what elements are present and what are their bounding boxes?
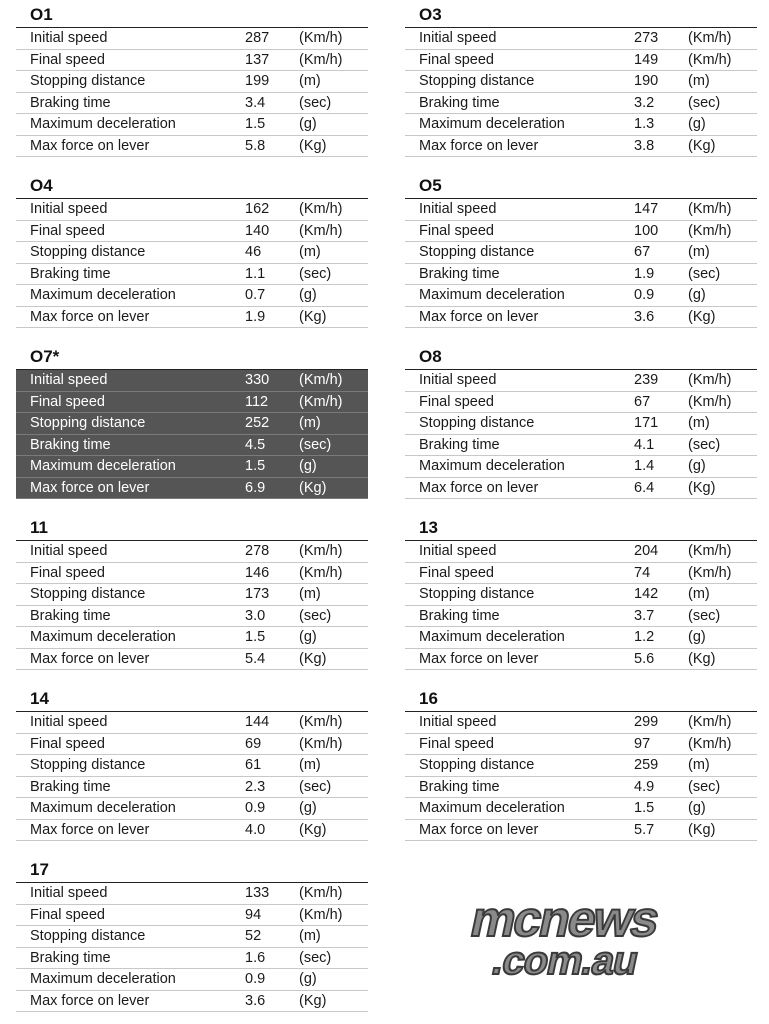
row-value: 259	[634, 757, 659, 773]
row-label: Max force on lever	[419, 650, 539, 667]
row-value: 287	[245, 30, 270, 46]
row-label: Initial speed	[419, 372, 497, 388]
row-value: 74	[634, 564, 651, 581]
row-label: Initial speed	[419, 201, 497, 217]
row-value: 162	[245, 201, 270, 217]
row-unit: (sec)	[299, 949, 332, 966]
row-value: 97	[634, 735, 651, 752]
row-value: 1.5	[245, 116, 266, 132]
row-unit: (sec)	[688, 436, 721, 453]
table-row	[405, 413, 757, 435]
row-value: 94	[245, 906, 262, 923]
row-unit: (Km/h)	[299, 885, 343, 901]
row-value: 3.6	[245, 992, 266, 1009]
row-label: Maximum deceleration	[30, 800, 176, 816]
row-label: Final speed	[30, 564, 105, 581]
row-unit: (Km/h)	[299, 564, 343, 581]
row-label: Max force on lever	[30, 137, 150, 154]
row-unit: (Kg)	[688, 650, 716, 667]
row-value: 69	[245, 735, 262, 752]
row-label: Maximum deceleration	[419, 629, 565, 645]
row-unit: (Kg)	[688, 137, 716, 154]
row-label: Braking time	[30, 94, 111, 111]
row-unit: (Kg)	[299, 992, 327, 1009]
row-unit: (sec)	[299, 265, 332, 282]
row-label: Maximum deceleration	[419, 116, 565, 132]
row-value: 144	[245, 714, 270, 730]
row-value: 204	[634, 543, 659, 559]
table-row	[16, 541, 368, 563]
row-unit: (m)	[688, 244, 710, 260]
row-unit: (g)	[688, 116, 706, 132]
table-row	[405, 221, 757, 243]
row-value: 1.6	[245, 949, 266, 966]
row-value: 299	[634, 714, 659, 730]
row-value: 4.1	[634, 436, 655, 453]
row-unit: (Km/h)	[688, 543, 732, 559]
row-unit: (Km/h)	[299, 222, 343, 239]
row-value: 5.8	[245, 137, 266, 154]
row-value: 3.4	[245, 94, 266, 111]
row-label: Stopping distance	[30, 928, 146, 944]
row-unit: (sec)	[688, 265, 721, 282]
table-row	[16, 712, 368, 734]
row-label: Stopping distance	[419, 757, 535, 773]
row-value: 52	[245, 928, 262, 944]
table-row	[16, 28, 368, 50]
row-value: 6.4	[634, 479, 655, 496]
mcnews-logo-graphic	[450, 890, 670, 980]
row-unit: (m)	[299, 415, 321, 431]
row-label: Max force on lever	[30, 479, 150, 496]
row-unit: (Kg)	[299, 650, 327, 667]
table-row	[16, 926, 368, 948]
row-label: Maximum deceleration	[30, 629, 176, 645]
row-unit: (Km/h)	[688, 735, 732, 752]
row-value: 1.4	[634, 458, 655, 474]
table-row	[405, 563, 757, 585]
row-value: 273	[634, 30, 659, 46]
table-row	[16, 991, 368, 1013]
row-value: 67	[634, 244, 651, 260]
table-row	[16, 370, 368, 392]
row-label: Maximum deceleration	[30, 116, 176, 132]
row-unit: (g)	[299, 116, 317, 132]
table-row	[405, 264, 757, 286]
row-unit: (m)	[688, 73, 710, 89]
table-rows	[16, 711, 368, 841]
table-row	[16, 307, 368, 329]
table-row	[405, 820, 757, 842]
table-row	[16, 820, 368, 842]
row-value: 1.2	[634, 629, 655, 645]
row-label: Braking time	[419, 778, 500, 795]
row-value: 1.5	[634, 800, 655, 816]
table-row	[405, 307, 757, 329]
row-value: 0.9	[245, 971, 266, 987]
table-row	[16, 478, 368, 500]
table-row	[405, 584, 757, 606]
row-unit: (Km/h)	[299, 51, 343, 68]
table-title: O8	[419, 347, 442, 366]
row-unit: (Km/h)	[688, 564, 732, 581]
row-label: Stopping distance	[419, 244, 535, 260]
table-title: 16	[419, 689, 438, 708]
row-label: Stopping distance	[30, 73, 146, 89]
row-value: 0.9	[245, 800, 266, 816]
table-row	[16, 948, 368, 970]
row-label: Max force on lever	[419, 308, 539, 325]
row-value: 46	[245, 244, 262, 260]
row-unit: (m)	[299, 244, 321, 260]
table-row	[405, 712, 757, 734]
table-title: O1	[30, 5, 53, 24]
row-label: Braking time	[30, 436, 111, 453]
row-unit: (sec)	[688, 607, 721, 624]
table-row	[405, 734, 757, 756]
table-row	[16, 93, 368, 115]
table-row	[16, 71, 368, 93]
row-label: Stopping distance	[419, 73, 535, 89]
row-label: Initial speed	[30, 543, 108, 559]
table-row	[16, 606, 368, 628]
row-unit: (Km/h)	[299, 372, 343, 388]
row-unit: (Km/h)	[299, 393, 343, 410]
row-label: Braking time	[30, 607, 111, 624]
table-row	[405, 392, 757, 414]
row-value: 1.9	[634, 265, 655, 282]
row-value: 149	[634, 51, 659, 68]
table-row	[405, 114, 757, 136]
row-unit: (Kg)	[688, 479, 716, 496]
table-rows	[16, 540, 368, 670]
row-label: Initial speed	[419, 714, 497, 730]
table-rows	[405, 540, 757, 670]
table-title: O4	[30, 176, 53, 195]
row-value: 3.2	[634, 94, 655, 111]
row-label: Final speed	[419, 735, 494, 752]
table-rows	[405, 711, 757, 841]
row-label: Max force on lever	[30, 821, 150, 838]
table-row	[16, 649, 368, 671]
row-value: 5.7	[634, 821, 655, 838]
table-row	[405, 755, 757, 777]
row-label: Initial speed	[30, 372, 108, 388]
row-value: 190	[634, 73, 659, 89]
table-rows	[405, 369, 757, 499]
table-row	[16, 413, 368, 435]
row-value: 173	[245, 586, 270, 602]
row-label: Maximum deceleration	[419, 800, 565, 816]
row-unit: (Km/h)	[299, 735, 343, 752]
row-label: Final speed	[30, 393, 105, 410]
row-unit: (sec)	[299, 436, 332, 453]
row-unit: (Km/h)	[688, 30, 732, 46]
svg-text:.com.au: .com.au	[488, 937, 643, 980]
row-value: 3.6	[634, 308, 655, 325]
row-unit: (Kg)	[299, 821, 327, 838]
table-row	[16, 755, 368, 777]
table-row	[16, 50, 368, 72]
row-unit: (m)	[688, 757, 710, 773]
row-unit: (Km/h)	[688, 372, 732, 388]
table-row	[405, 627, 757, 649]
table-row	[405, 50, 757, 72]
row-label: Final speed	[30, 222, 105, 239]
row-label: Max force on lever	[30, 992, 150, 1009]
table-row	[405, 798, 757, 820]
row-value: 4.5	[245, 436, 266, 453]
table-rows	[405, 27, 757, 157]
row-unit: (Km/h)	[688, 393, 732, 410]
row-label: Max force on lever	[30, 308, 150, 325]
row-label: Braking time	[30, 265, 111, 282]
table-rows	[16, 27, 368, 157]
row-label: Maximum deceleration	[30, 458, 176, 474]
row-label: Max force on lever	[419, 137, 539, 154]
row-label: Braking time	[419, 436, 500, 453]
row-unit: (Km/h)	[299, 906, 343, 923]
mcnews-logo	[450, 890, 670, 980]
row-unit: (sec)	[688, 778, 721, 795]
row-value: 3.8	[634, 137, 655, 154]
table-title: O3	[419, 5, 442, 24]
row-value: 67	[634, 393, 651, 410]
row-unit: (g)	[299, 629, 317, 645]
row-value: 4.0	[245, 821, 266, 838]
row-label: Final speed	[30, 51, 105, 68]
row-value: 140	[245, 222, 270, 239]
row-label: Maximum deceleration	[30, 971, 176, 987]
table-rows	[16, 198, 368, 328]
table-title: 13	[419, 518, 438, 537]
table-row	[16, 734, 368, 756]
row-unit: (Km/h)	[688, 51, 732, 68]
row-label: Final speed	[419, 393, 494, 410]
table-row	[16, 456, 368, 478]
row-unit: (sec)	[299, 778, 332, 795]
row-unit: (g)	[688, 458, 706, 474]
row-label: Final speed	[30, 735, 105, 752]
row-value: 2.3	[245, 778, 266, 795]
row-unit: (g)	[299, 971, 317, 987]
row-value: 3.0	[245, 607, 266, 624]
table-title: 17	[30, 860, 49, 879]
row-unit: (Km/h)	[299, 201, 343, 217]
row-value: 0.7	[245, 287, 266, 303]
table-row	[16, 221, 368, 243]
row-value: 146	[245, 564, 270, 581]
row-value: 147	[634, 201, 659, 217]
row-label: Initial speed	[30, 201, 108, 217]
row-label: Stopping distance	[30, 415, 146, 431]
row-value: 199	[245, 73, 270, 89]
table-row	[405, 541, 757, 563]
row-unit: (g)	[299, 287, 317, 303]
row-label: Braking time	[419, 607, 500, 624]
table-row	[16, 242, 368, 264]
row-value: 330	[245, 372, 270, 388]
row-label: Braking time	[419, 265, 500, 282]
table-row	[16, 798, 368, 820]
row-label: Stopping distance	[419, 586, 535, 602]
table-rows	[405, 198, 757, 328]
row-label: Final speed	[419, 222, 494, 239]
table-title: O7*	[30, 347, 60, 366]
svg-text:mcnews: mcnews	[465, 890, 664, 947]
row-label: Final speed	[30, 906, 105, 923]
table-row	[405, 435, 757, 457]
row-value: 142	[634, 586, 659, 602]
row-unit: (Km/h)	[299, 714, 343, 730]
row-label: Initial speed	[419, 30, 497, 46]
row-value: 1.3	[634, 116, 655, 132]
row-value: 278	[245, 543, 270, 559]
table-row	[405, 478, 757, 500]
row-label: Final speed	[419, 51, 494, 68]
row-label: Initial speed	[30, 30, 108, 46]
table-row	[405, 28, 757, 50]
row-value: 137	[245, 51, 270, 68]
row-unit: (g)	[688, 629, 706, 645]
table-row	[16, 777, 368, 799]
row-unit: (g)	[688, 800, 706, 816]
table-row	[16, 905, 368, 927]
row-unit: (Kg)	[299, 137, 327, 154]
row-value: 239	[634, 372, 659, 388]
table-row	[405, 242, 757, 264]
row-value: 1.5	[245, 458, 266, 474]
row-unit: (m)	[688, 415, 710, 431]
row-value: 1.5	[245, 629, 266, 645]
row-label: Maximum deceleration	[419, 458, 565, 474]
row-unit: (g)	[299, 800, 317, 816]
table-row	[405, 456, 757, 478]
row-unit: (Km/h)	[299, 30, 343, 46]
table-title: O5	[419, 176, 442, 195]
row-value: 61	[245, 757, 262, 773]
row-value: 133	[245, 885, 270, 901]
row-value: 112	[245, 393, 269, 410]
table-rows	[16, 369, 368, 499]
row-unit: (m)	[299, 757, 321, 773]
table-row	[405, 606, 757, 628]
row-unit: (g)	[688, 287, 706, 303]
table-row	[16, 627, 368, 649]
row-label: Initial speed	[30, 714, 108, 730]
row-value: 5.4	[245, 650, 266, 667]
row-label: Max force on lever	[30, 650, 150, 667]
row-value: 171	[634, 415, 659, 431]
row-value: 1.1	[245, 265, 266, 282]
row-unit: (Km/h)	[299, 543, 343, 559]
table-row	[16, 199, 368, 221]
table-row	[16, 136, 368, 158]
row-label: Initial speed	[419, 543, 497, 559]
table-row	[405, 370, 757, 392]
row-unit: (sec)	[299, 94, 332, 111]
row-unit: (m)	[299, 586, 321, 602]
table-row	[405, 71, 757, 93]
row-value: 4.9	[634, 778, 655, 795]
row-value: 6.9	[245, 479, 266, 496]
row-label: Maximum deceleration	[30, 287, 176, 303]
row-unit: (m)	[299, 73, 321, 89]
row-unit: (Kg)	[688, 821, 716, 838]
row-unit: (sec)	[688, 94, 721, 111]
row-unit: (Km/h)	[688, 714, 732, 730]
table-row	[405, 649, 757, 671]
table-title: 11	[30, 518, 48, 537]
table-row	[405, 136, 757, 158]
table-row	[16, 264, 368, 286]
table-row	[405, 285, 757, 307]
row-label: Stopping distance	[30, 586, 146, 602]
row-value: 100	[634, 222, 659, 239]
table-rows	[16, 882, 368, 1012]
row-unit: (sec)	[299, 607, 332, 624]
row-label: Braking time	[30, 949, 111, 966]
table-row	[16, 114, 368, 136]
table-row	[16, 883, 368, 905]
row-label: Maximum deceleration	[419, 287, 565, 303]
row-label: Braking time	[30, 778, 111, 795]
row-unit: (Kg)	[299, 308, 327, 325]
table-row	[16, 584, 368, 606]
row-unit: (g)	[299, 458, 317, 474]
row-value: 3.7	[634, 607, 655, 624]
row-value: 1.9	[245, 308, 266, 325]
table-row	[16, 563, 368, 585]
row-unit: (Km/h)	[688, 201, 732, 217]
row-unit: (Kg)	[299, 479, 327, 496]
row-unit: (Kg)	[688, 308, 716, 325]
row-label: Initial speed	[30, 885, 108, 901]
table-row	[405, 777, 757, 799]
row-label: Final speed	[419, 564, 494, 581]
row-label: Max force on lever	[419, 479, 539, 496]
row-label: Stopping distance	[30, 244, 146, 260]
row-unit: (m)	[688, 586, 710, 602]
row-label: Braking time	[419, 94, 500, 111]
table-row	[16, 435, 368, 457]
row-value: 5.6	[634, 650, 655, 667]
row-unit: (Km/h)	[688, 222, 732, 239]
row-label: Stopping distance	[30, 757, 146, 773]
table-row	[405, 199, 757, 221]
row-value: 0.9	[634, 287, 655, 303]
row-label: Stopping distance	[419, 415, 535, 431]
table-row	[405, 93, 757, 115]
table-title: 14	[30, 689, 49, 708]
row-label: Max force on lever	[419, 821, 539, 838]
table-row	[16, 969, 368, 991]
table-row	[16, 392, 368, 414]
table-row	[16, 285, 368, 307]
row-value: 252	[245, 415, 270, 431]
row-unit: (m)	[299, 928, 321, 944]
